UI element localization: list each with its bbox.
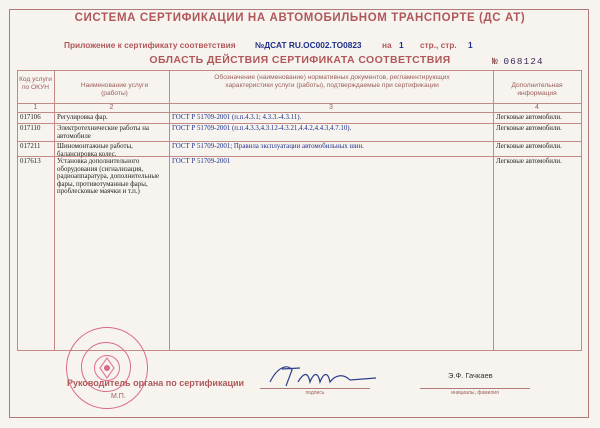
area-title: ОБЛАСТЬ ДЕЙСТВИЯ СЕРТИФИКАТА СООТВЕТСТВИЯ — [149, 54, 451, 66]
row-standard: ГОСТ Р 51709-2001 (п.п.4.3.1; 4.3.3.-4.3.11). — [172, 114, 302, 121]
row-info: Легковые автомобили. — [496, 143, 562, 150]
table-line — [17, 70, 582, 71]
table-line — [169, 70, 170, 350]
row-code: 017613 — [20, 158, 41, 165]
form-number — [492, 56, 544, 67]
page-label: стр., стр. — [420, 40, 457, 50]
col-number: 1 — [33, 104, 38, 111]
page-number: 1 — [468, 40, 473, 50]
row-code: 017211 — [20, 143, 41, 150]
number-sign: № — [492, 56, 498, 67]
appendix-label: Приложение к сертификату соответствия — [64, 40, 236, 50]
row-service: Электротехнические работы на автомобиле — [57, 125, 149, 140]
row-info: Легковые автомобили. — [496, 158, 562, 165]
row-info: Легковые автомобили. — [496, 125, 562, 132]
stamp-emblem — [67, 328, 147, 408]
col-header-info: Дополнительная информация — [511, 82, 563, 97]
table-line — [54, 70, 55, 350]
name-line — [420, 388, 530, 389]
row-service: Установка дополнительного оборудования (сигнализация, радиоаппаратура, дополнительные фары, противотуманные фары, проблесковые маячки и т.п.) — [57, 158, 160, 196]
official-stamp — [66, 327, 148, 409]
col-header-code: Код услуги по ОКУН — [19, 76, 52, 91]
row-service: Шиномонтажные работы, балансировка колес. — [57, 143, 133, 158]
col-number: 4 — [535, 104, 539, 111]
row-standard: ГОСТ Р 51709-2001; Правила эксплуатации автомобильных шин. — [172, 143, 364, 150]
col-header-service: Наименование услуги (работы) — [80, 82, 149, 97]
table-line — [17, 123, 582, 124]
signature-line — [260, 388, 370, 389]
table-line — [581, 70, 582, 350]
head-of-body-label: Руководитель органа по сертификации — [67, 378, 245, 388]
pages-count: 1 — [399, 40, 404, 50]
signature-scribble — [264, 360, 384, 390]
table-line — [493, 70, 494, 350]
name-caption: инициалы, фамилия — [451, 390, 499, 396]
col-number: 2 — [109, 104, 114, 111]
row-service: Регулировка фар. — [57, 114, 108, 121]
row-info: Легковые автомобили. — [496, 114, 562, 121]
certificate-number: №ДСАТ RU.ОС002.ТО0823 — [255, 40, 362, 50]
table-line — [17, 112, 582, 113]
on-label: на — [382, 40, 392, 50]
row-standard: ГОСТ Р 51709-2001 — [172, 158, 231, 165]
col-header-standard: Обозначение (наименование) нормативных документов, регламентирующих характеристики услуги (работы), подтверждаемые при сертификации — [214, 74, 450, 89]
form-number-value: 068124 — [503, 56, 544, 67]
signature-caption: подпись — [305, 390, 325, 396]
row-standard: ГОСТ Р 51709-2001 (п.п.4.3.3,4.3.12-4.3.21,4.4.2,4.4.3,4.7.10). — [172, 125, 352, 132]
col-number: 3 — [329, 104, 333, 111]
mp-label: М.П. — [111, 393, 126, 400]
system-title: СИСТЕМА СЕРТИФИКАЦИИ НА АВТОМОБИЛЬНОМ ТРАНСПОРТЕ (ДС АТ) — [74, 12, 526, 24]
signatory-name: Э.Ф. Гачкаев — [448, 371, 493, 380]
scope-table — [17, 70, 582, 350]
table-line — [17, 70, 18, 350]
row-code: 017110 — [20, 125, 41, 132]
row-code: 017106 — [20, 114, 41, 121]
table-line — [17, 141, 582, 142]
